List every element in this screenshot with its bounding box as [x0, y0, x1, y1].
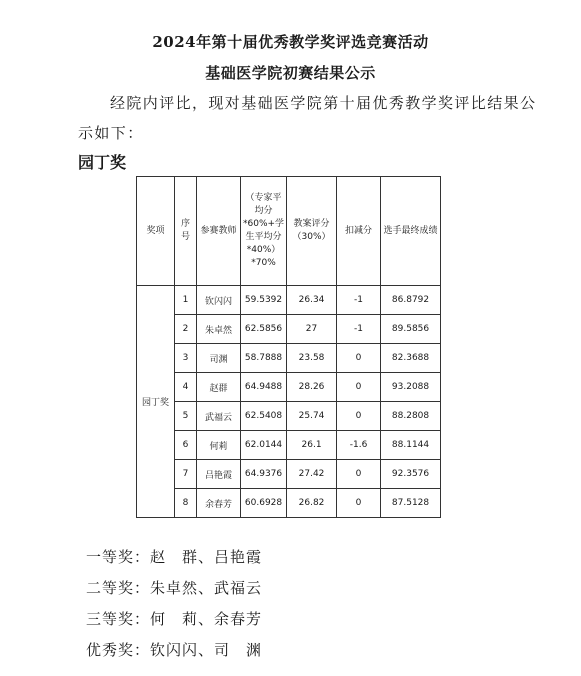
- result-winners: 何 莉、余春芳: [150, 610, 263, 628]
- cell-index: 2: [175, 315, 197, 344]
- cell-final: 88.1144: [381, 431, 441, 460]
- header-final-score: 选手最终成绩: [381, 177, 441, 286]
- cell-eval: 27.42: [287, 460, 337, 489]
- cell-deduct: 0: [337, 460, 381, 489]
- cell-name: 余春芳: [197, 489, 241, 518]
- cell-deduct: 0: [337, 489, 381, 518]
- section-title: 园丁奖: [78, 153, 127, 172]
- header-deduction: 扣减分: [337, 177, 381, 286]
- cell-name: 钦闪闪: [197, 286, 241, 315]
- cell-final: 87.5128: [381, 489, 441, 518]
- cell-name: 赵群: [197, 373, 241, 402]
- table-row: [137, 315, 441, 344]
- cell-expert: 62.5408: [241, 402, 287, 431]
- cell-index: 3: [175, 344, 197, 373]
- table-row: [137, 373, 441, 402]
- cell-index: 4: [175, 373, 197, 402]
- result-label: 三等奖：: [86, 610, 151, 628]
- cell-expert: 64.9488: [241, 373, 287, 402]
- result-winners: 赵 群、吕艳霞: [150, 548, 263, 566]
- cell-eval: 26.34: [287, 286, 337, 315]
- document-title: 2024年第十届优秀教学奖评选竞赛活动: [152, 33, 429, 51]
- cell-expert: 64.9376: [241, 460, 287, 489]
- result-first-prize: [86, 542, 262, 573]
- document-subtitle: 基础医学院初赛结果公示: [205, 64, 376, 82]
- cell-index: 7: [175, 460, 197, 489]
- header-expert-score: （专家平均分*60%+学生平均分*40%）*70%: [241, 177, 287, 286]
- table-header-row: [137, 177, 441, 286]
- cell-expert: 58.7888: [241, 344, 287, 373]
- cell-expert: 60.6928: [241, 489, 287, 518]
- cell-eval: 23.58: [287, 344, 337, 373]
- cell-final: 88.2808: [381, 402, 441, 431]
- result-third-prize: [86, 604, 262, 635]
- results-table: [136, 176, 441, 518]
- cell-eval: 26.82: [287, 489, 337, 518]
- cell-final: 89.5856: [381, 315, 441, 344]
- result-label: 二等奖：: [86, 579, 151, 597]
- result-label: 优秀奖：: [86, 641, 151, 659]
- cell-index: 6: [175, 431, 197, 460]
- cell-eval: 26.1: [287, 431, 337, 460]
- result-excellence-prize: [86, 635, 262, 666]
- table-row: [137, 460, 441, 489]
- result-second-prize: [86, 573, 262, 604]
- cell-eval: 27: [287, 315, 337, 344]
- table-row: [137, 489, 441, 518]
- cell-name: 何莉: [197, 431, 241, 460]
- cell-index: 8: [175, 489, 197, 518]
- intro-paragraph: 经院内评比，现对基础医学院第十届优秀教学奖评比结果公示如下：: [78, 94, 537, 142]
- cell-expert: 62.0144: [241, 431, 287, 460]
- header-index: 序号: [175, 177, 197, 286]
- cell-name: 吕艳霞: [197, 460, 241, 489]
- cell-deduct: 0: [337, 344, 381, 373]
- cell-deduct: -1: [337, 286, 381, 315]
- cell-expert: 62.5856: [241, 315, 287, 344]
- table-row: [137, 431, 441, 460]
- cell-deduct: 0: [337, 402, 381, 431]
- cell-eval: 28.26: [287, 373, 337, 402]
- header-name: 参赛教师: [197, 177, 241, 286]
- header-eval-score: 教案评分（30%）: [287, 177, 337, 286]
- cell-final: 82.3688: [381, 344, 441, 373]
- cell-index: 5: [175, 402, 197, 431]
- cell-final: 86.8792: [381, 286, 441, 315]
- category-cell: 园丁奖: [137, 286, 175, 518]
- cell-index: 1: [175, 286, 197, 315]
- award-results: [86, 542, 262, 666]
- cell-eval: 25.74: [287, 402, 337, 431]
- table-row: [137, 344, 441, 373]
- cell-final: 92.3576: [381, 460, 441, 489]
- cell-name: 武福云: [197, 402, 241, 431]
- cell-final: 93.2088: [381, 373, 441, 402]
- cell-expert: 59.5392: [241, 286, 287, 315]
- cell-name: 朱卓然: [197, 315, 241, 344]
- result-label: 一等奖：: [86, 548, 151, 566]
- table-row: [137, 286, 441, 315]
- result-winners: 朱卓然、武福云: [150, 579, 263, 597]
- result-winners: 钦闪闪、司 渊: [150, 641, 263, 659]
- cell-name: 司渊: [197, 344, 241, 373]
- header-category: 奖项: [137, 177, 175, 286]
- cell-deduct: -1.6: [337, 431, 381, 460]
- table-row: [137, 402, 441, 431]
- cell-deduct: 0: [337, 373, 381, 402]
- cell-deduct: -1: [337, 315, 381, 344]
